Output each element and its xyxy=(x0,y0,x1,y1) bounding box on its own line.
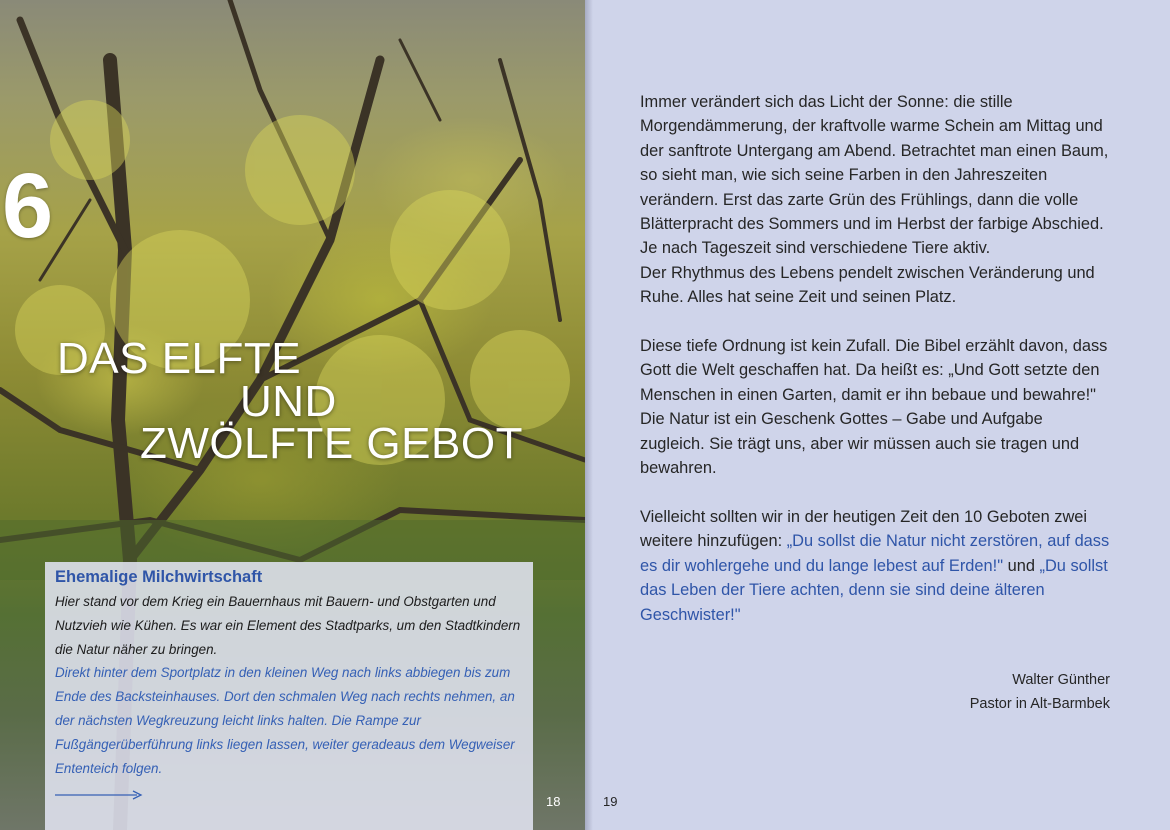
paragraph-2: Der Rhythmus des Lebens pendelt zwischen Veränderung und Ruhe. Alles hat seine Zeit und seinen Platz. xyxy=(640,263,1095,307)
paragraph-3: Diese tiefe Ordnung ist kein Zufall. Die Bibel erzählt davon, dass Gott die Welt geschaffen hat. Da heißt es: „Und Gott setzte den Menschen in einen Garten, damit er ihn bebaue und bewahre!" Die Natur ist ein Geschenk Gottes – Gabe und Aufgabe zugleich. Sie trägt uns, aber wir müssen auch sie tragen und bewahren. xyxy=(640,337,1108,478)
page-fold xyxy=(585,0,593,830)
info-directions: Direkt hinter dem Sportplatz in den kleinen Weg nach links abbiegen bis zum Ende des Backsteinhauses. Dort den schmalen Weg nach rechts nehmen, an der nächsten Wegkreuzung leicht links halten. Die Rampe zur Fußgängerüberführung links liegen lassen, weiter geradeaus dem Wegweiser Ententeich folgen. xyxy=(55,665,515,776)
title-line-1: DAS ELFTE xyxy=(57,334,302,383)
page-number-left: 18 xyxy=(546,794,561,809)
quote-1: „Du sollst die Natur nicht zerstören, auf dass es dir wohlergehe und du lange lebest auf Erden!" xyxy=(640,532,1110,575)
info-description: Hier stand vor dem Krieg ein Bauernhaus mit Bauern- und Obstgarten und Nutzvieh wie Kühen. Es war ein Element des Stadtparks, um den Stadtkindern die Natur näher zu bringen. xyxy=(55,594,521,657)
body-text xyxy=(640,90,1110,627)
quote-connector: und xyxy=(1003,556,1040,575)
paragraph-4 xyxy=(640,505,1110,627)
author-title: Pastor in Alt-Barmbek xyxy=(969,696,1110,712)
info-box xyxy=(45,562,533,830)
signature xyxy=(970,668,1110,716)
author-name: Walter Günther xyxy=(1012,672,1110,688)
chapter-number: 6 xyxy=(2,155,52,257)
page-number-right: 19 xyxy=(603,794,618,809)
title-line-3: ZWÖLFTE GEBOT xyxy=(140,419,523,468)
info-heading: Ehemalige Milchwirtschaft xyxy=(55,568,263,586)
paragraph-1: Immer verändert sich das Licht der Sonne: die stille Morgendämmerung, der kraftvolle warme Schein am Mittag und der sanftrote Untergang am Abend. Betrachtet man einen Baum, so sieht man, wie sich seine Farben in den Jahreszeiten verändern. Erst das zarte Grün des Frühlings, dann die volle Blätterpracht des Sommers und im Herbst der farbige Abschied. Je nach Tageszeit sind verschiedene Tiere aktiv. xyxy=(640,93,1109,258)
quote-2: „Du sollst das Leben der Tiere achten, denn sie sind deine älteren Geschwister!" xyxy=(640,556,1108,624)
paragraph-4-intro: Vielleicht sollten wir in der heutigen Zeit den 10 Geboten zwei weitere hinzufügen: xyxy=(640,507,1088,551)
arrow-right-icon xyxy=(55,790,145,800)
title-line-2: UND xyxy=(240,377,337,426)
